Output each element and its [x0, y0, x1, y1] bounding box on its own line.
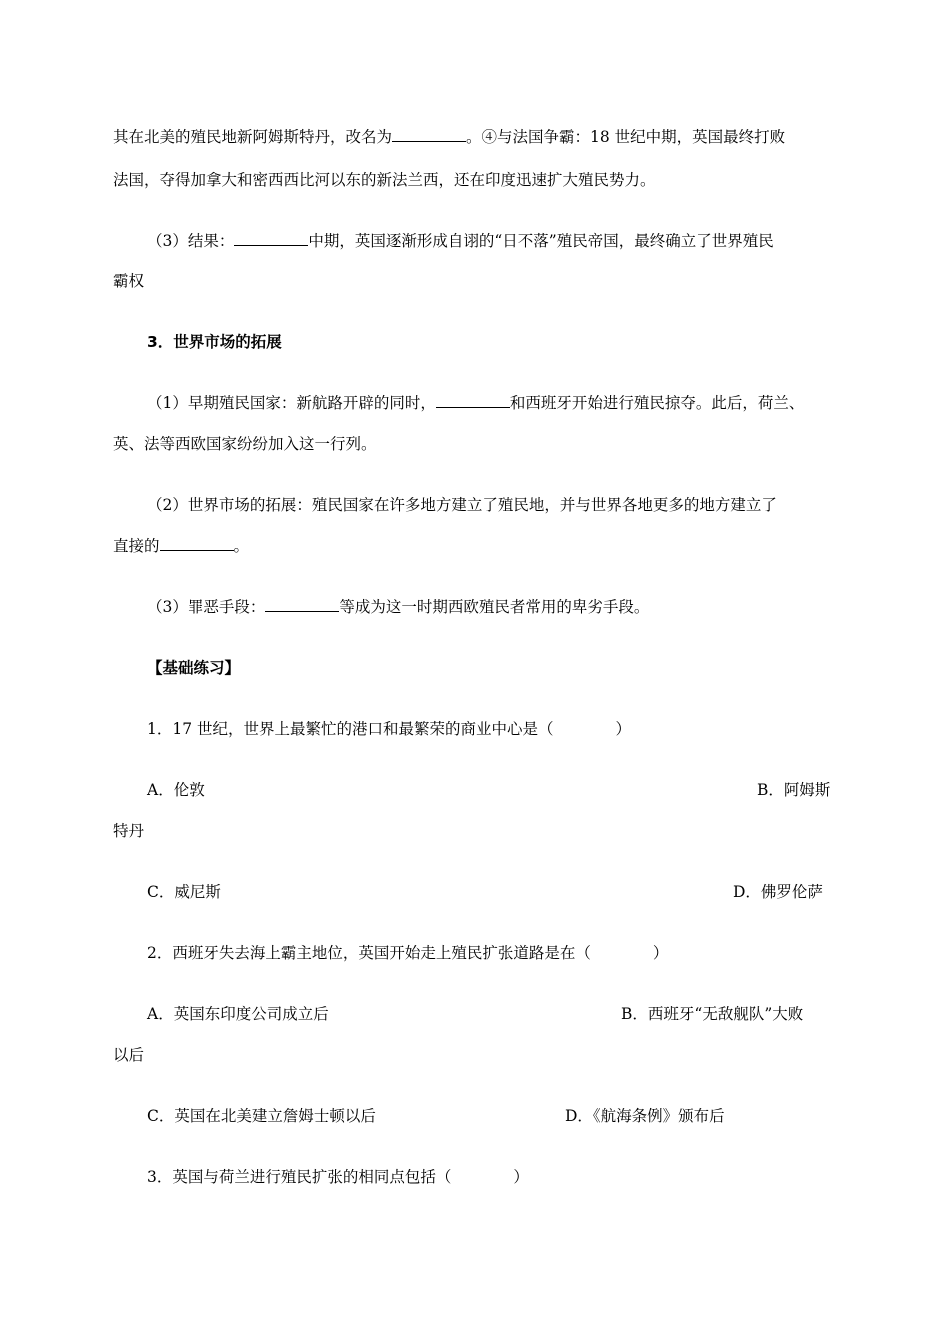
paragraph-line: 英、法等西欧国家纷纷加入这一行列。 [113, 435, 377, 453]
paragraph-line [113, 126, 785, 148]
section-heading: 3．世界市场的拓展 [147, 333, 282, 351]
paragraph-line [147, 230, 774, 252]
text-segment: 直接的 [113, 537, 160, 555]
option-b: B．阿姆斯 [757, 781, 831, 799]
text-segment: 。④与法国争霸：18 世纪中期，英国最终打败 [466, 128, 786, 146]
question: 3．英国与荷兰进行殖民扩张的相同点包括（ ） [147, 1168, 529, 1186]
text-segment: 。 [233, 537, 250, 555]
option-a: A．伦敦 [147, 781, 205, 799]
text-segment: （1）早期殖民国家：新航路开辟的同时， [147, 394, 436, 412]
fill-blank [265, 597, 339, 612]
option-c: C．英国在北美建立詹姆士顿以后 [147, 1107, 376, 1125]
paragraph-line: 法国，夺得加拿大和密西西比河以东的新法兰西，还在印度迅速扩大殖民势力。 [113, 171, 656, 189]
paragraph-line [113, 535, 249, 557]
option-d: D．《航海条例》颁布后 [565, 1107, 725, 1125]
text-segment: 其在北美的殖民地新阿姆斯特丹，改名为 [113, 128, 393, 146]
text-segment: 中期，英国逐渐形成自诩的“日不落”殖民帝国，最终确立了世界殖民 [308, 232, 774, 250]
text-segment: （3）罪恶手段： [147, 598, 266, 616]
option-c: C．威尼斯 [147, 883, 221, 901]
option-b-continued: 以后 [113, 1046, 145, 1064]
section-heading: 【基础练习】 [147, 659, 241, 677]
text-segment: 和西班牙开始进行殖民掠夺。此后，荷兰、 [509, 394, 805, 412]
text-segment: 等成为这一时期西欧殖民者常用的卑劣手段。 [339, 598, 650, 616]
option-a: A．英国东印度公司成立后 [147, 1005, 329, 1023]
question: 2．西班牙失去海上霸主地位，英国开始走上殖民扩张道路是在（ ） [147, 944, 669, 962]
paragraph-line: 霸权 [113, 272, 145, 290]
text-segment: （3）结果： [147, 232, 235, 250]
fill-blank [234, 231, 308, 246]
paragraph-line: （2）世界市场的拓展：殖民国家在许多地方建立了殖民地，并与世界各地更多的地方建立了 [147, 496, 777, 514]
paragraph-line [147, 596, 649, 618]
fill-blank [160, 536, 234, 551]
paragraph-line [147, 392, 804, 414]
option-b-continued: 特丹 [113, 822, 145, 840]
option-d: D．佛罗伦萨 [733, 883, 823, 901]
question: 1．17 世纪，世界上最繁忙的港口和最繁荣的商业中心是（ ） [147, 720, 632, 738]
fill-blank [392, 127, 466, 142]
option-b: B．西班牙“无敌舰队”大败 [621, 1005, 804, 1023]
fill-blank [436, 393, 510, 408]
